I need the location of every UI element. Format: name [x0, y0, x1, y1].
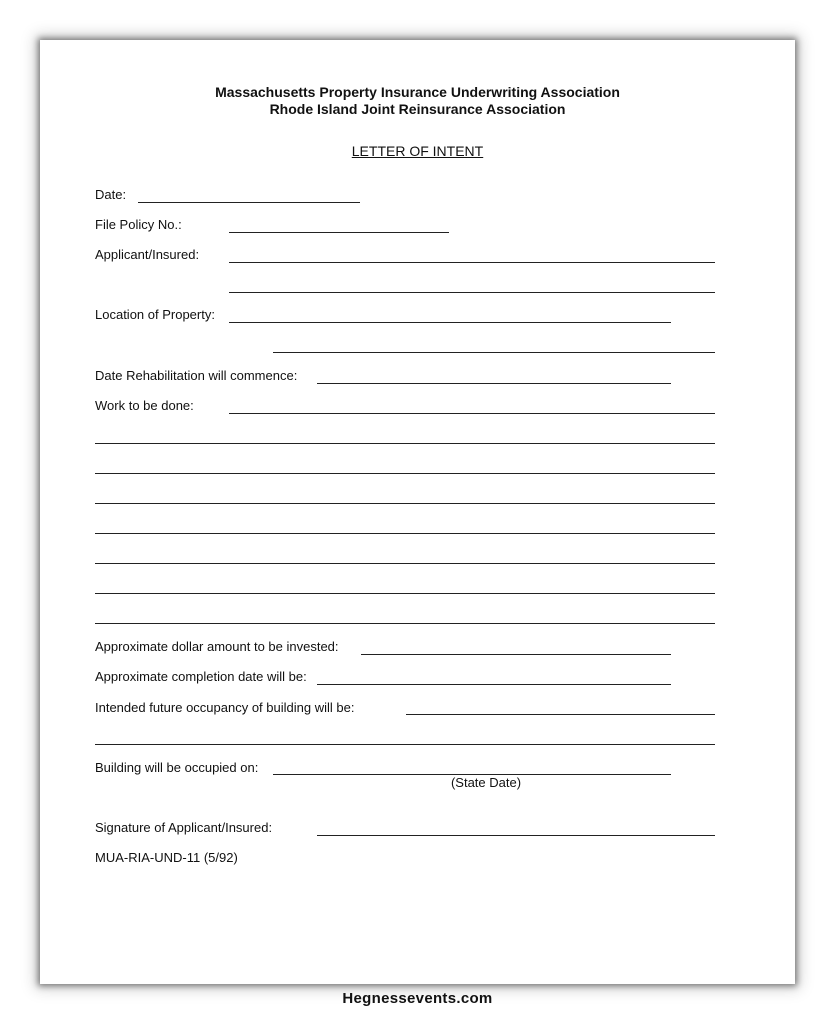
- occupancy-label: Intended future occupancy of building will be:: [95, 700, 355, 715]
- state-date-hint: (State Date): [450, 775, 522, 790]
- work-field-line-5[interactable]: [95, 533, 715, 534]
- header-line-2: Rhode Island Joint Reinsurance Association: [269, 101, 566, 117]
- occupancy-field-line-2[interactable]: [95, 744, 715, 745]
- applicant-label: Applicant/Insured:: [95, 247, 200, 262]
- file-policy-field[interactable]: [229, 232, 449, 233]
- date-field[interactable]: [138, 202, 360, 203]
- rehab-date-label: Date Rehabilitation will commence:: [95, 368, 298, 383]
- location-field-line-1[interactable]: [229, 322, 671, 323]
- occupancy-field-line-1[interactable]: [406, 714, 715, 715]
- dollar-amount-label: Approximate dollar amount to be invested:: [95, 639, 339, 654]
- work-field-line-6[interactable]: [95, 563, 715, 564]
- work-field-line-8[interactable]: [95, 623, 715, 624]
- form-sheet: [40, 40, 795, 984]
- occupied-on-label: Building will be occupied on:: [95, 760, 259, 775]
- dollar-amount-field[interactable]: [361, 654, 671, 655]
- applicant-field-line-2[interactable]: [229, 292, 715, 293]
- work-field-line-2[interactable]: [95, 443, 715, 444]
- date-label: Date:: [95, 187, 127, 202]
- work-field-line-1[interactable]: [229, 413, 715, 414]
- completion-date-label: Approximate completion date will be:: [95, 669, 307, 684]
- page-title: LETTER OF INTENT: [351, 143, 484, 159]
- header-line-1: Massachusetts Property Insurance Underwriting Association: [215, 84, 620, 100]
- work-field-line-7[interactable]: [95, 593, 715, 594]
- location-field-line-2[interactable]: [273, 352, 715, 353]
- work-field-line-3[interactable]: [95, 473, 715, 474]
- watermark-text: Hegnessevents.com: [342, 990, 493, 1007]
- form-code: MUA-RIA-UND-11 (5/92): [95, 850, 238, 865]
- work-label: Work to be done:: [95, 398, 194, 413]
- signature-label: Signature of Applicant/Insured:: [95, 820, 273, 835]
- applicant-field-line-1[interactable]: [229, 262, 715, 263]
- completion-date-field[interactable]: [317, 684, 671, 685]
- rehab-date-field[interactable]: [317, 383, 671, 384]
- file-policy-label: File Policy No.:: [95, 217, 182, 232]
- work-field-line-4[interactable]: [95, 503, 715, 504]
- location-label: Location of Property:: [95, 307, 215, 322]
- signature-field[interactable]: [317, 835, 715, 836]
